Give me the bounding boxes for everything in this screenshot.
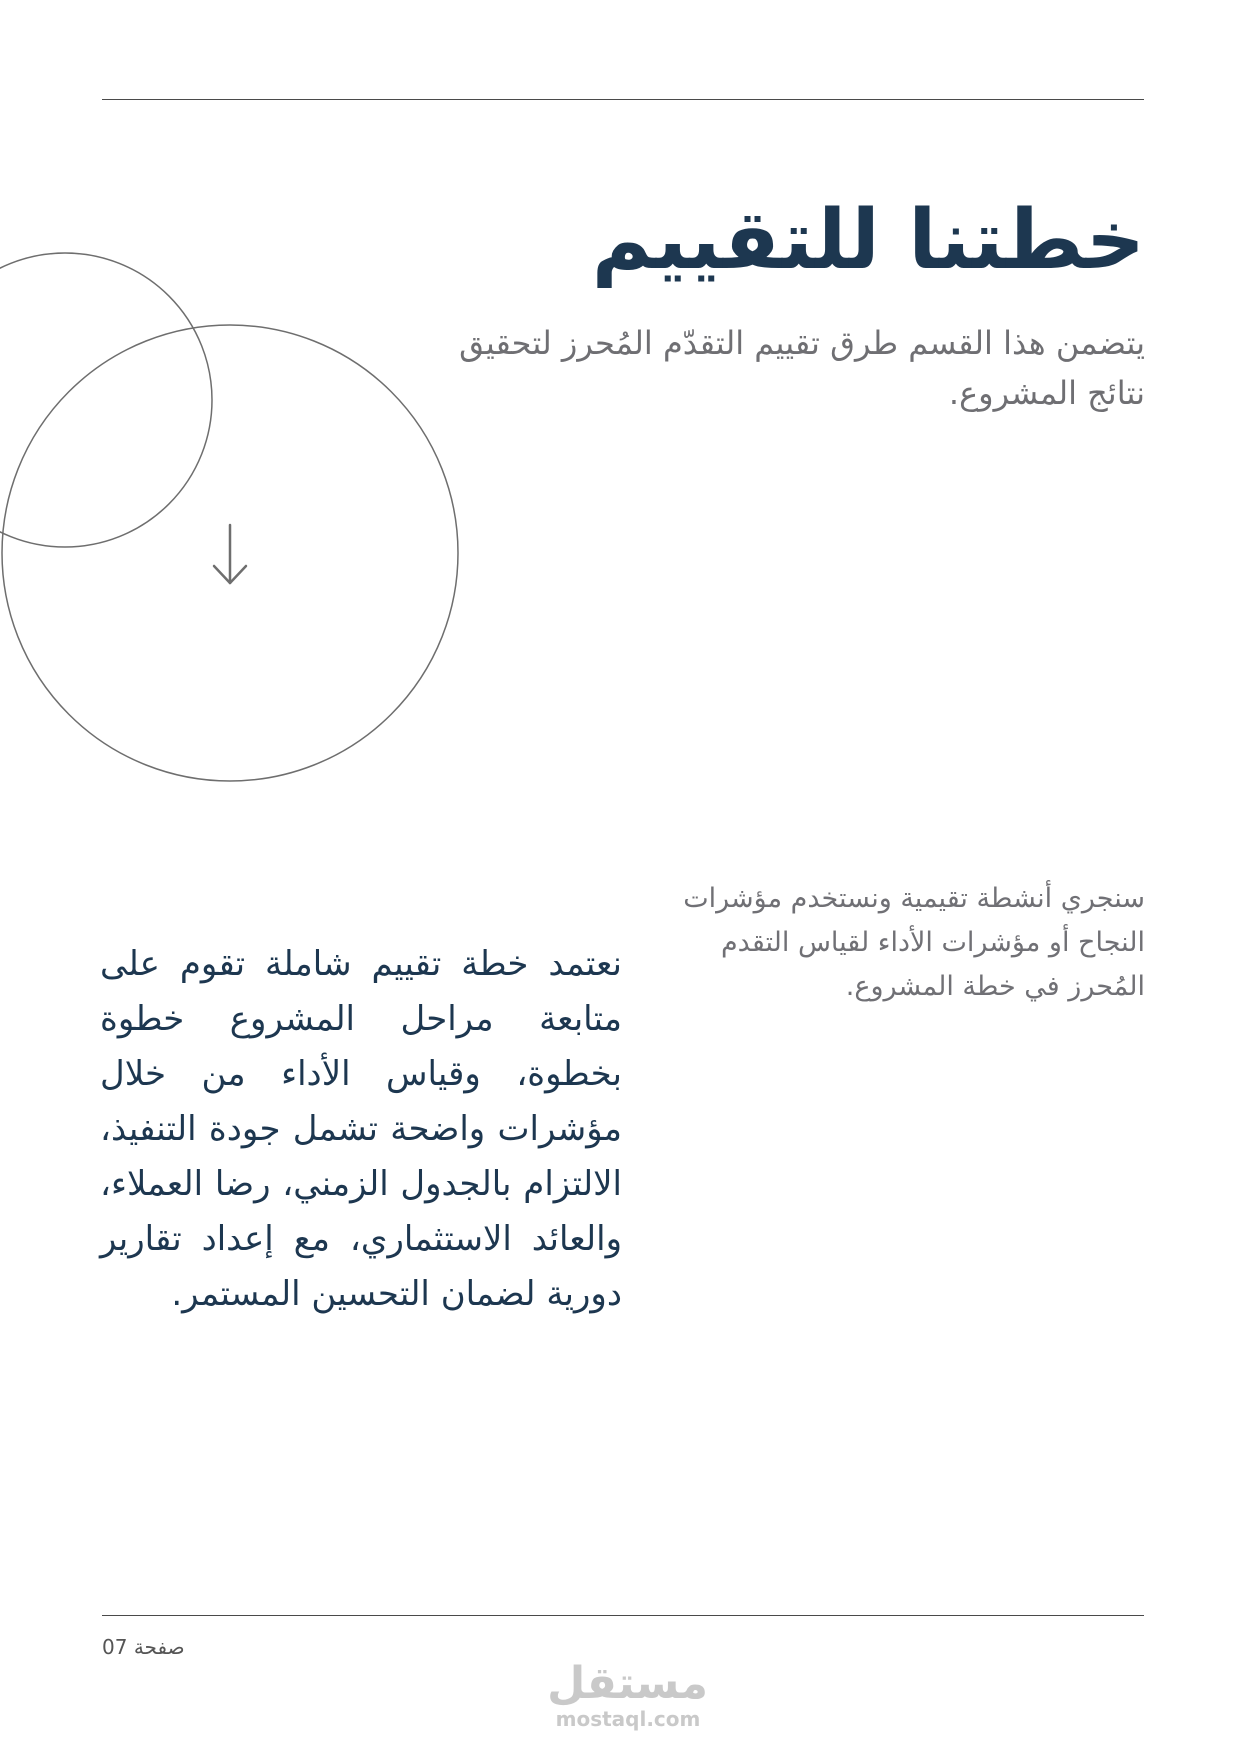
watermark-arabic: مستقل [547, 1658, 708, 1709]
watermark-latin: mostaql.com [555, 1707, 701, 1731]
small-circle [0, 253, 212, 547]
page-subtitle: يتضمن هذا القسم طرق تقييم التقدّم المُحرز لتحقيق نتائج المشروع. [459, 324, 1145, 412]
page-number-label: صفحة [133, 1635, 185, 1659]
top-divider [102, 99, 1144, 100]
side-paragraph: سنجري أنشطة تقيمية ونستخدم مؤشرات النجاح أو مؤشرات الأداء لقياس التقدم المُحرز في خطة المشروع. [683, 883, 1145, 1002]
decorative-circles [0, 240, 470, 800]
arrow-down-icon [214, 525, 246, 583]
page-number-value: 07 [102, 1635, 128, 1659]
page-number [102, 1635, 185, 1659]
page-title: خطتنا للتقييم [591, 193, 1145, 288]
watermark-logo [548, 1660, 708, 1730]
bottom-divider [102, 1615, 1144, 1616]
main-paragraph: نعتمد خطة تقييم شاملة تقوم على متابعة مراحل المشروع خطوة بخطوة، وقياس الأداء من خلال مؤشرات واضحة تشمل جودة التنفيذ، الالتزام بالجدول الزمني، رضا العملاء، والعائد الاستثماري، مع إعداد تقارير دورية لضمان التحسين المستمر. [100, 944, 622, 1314]
